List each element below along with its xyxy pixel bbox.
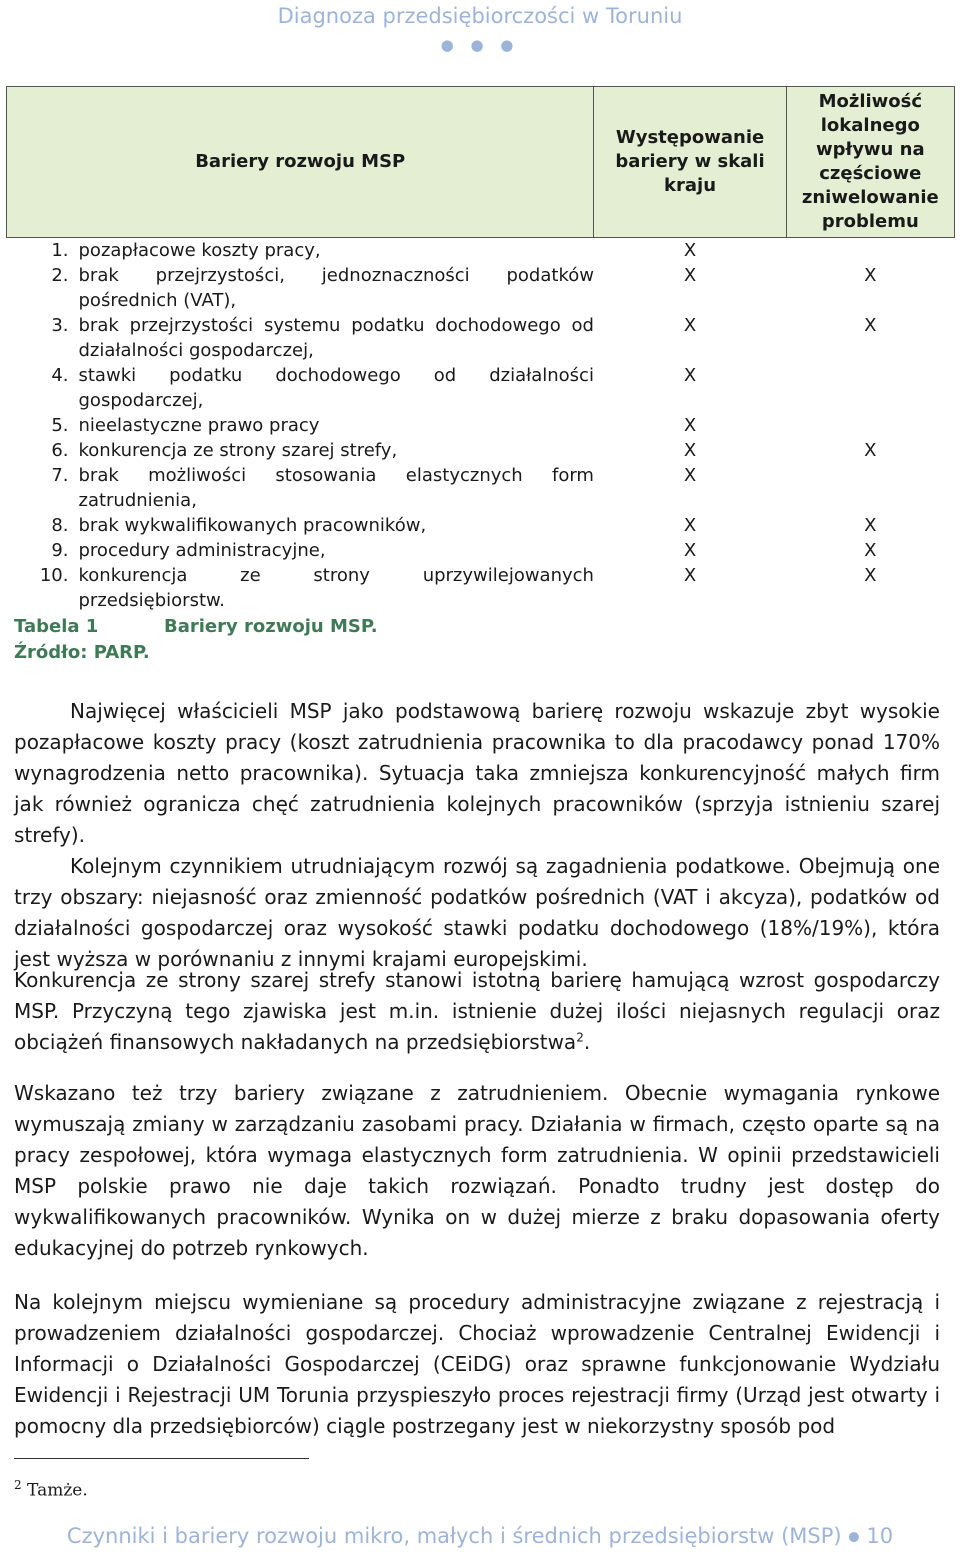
table-row-continuation [7, 288, 955, 313]
body-paragraph-4: Wskazano też trzy bariery związane z zatrudnieniem. Obecnie wymagania rynkowe wymuszają zmiany w zarządzaniu zasobami pracy. Działania w firmach, często oparte są na pracy zespołowej, która wymaga elastycznych form zatrudnienia. W opinii przedstawicieli MSP polskie prawo nie daje takich rozwiązań. Ponadto trudny jest dostęp do wykwalifikowanych pracowników. Wynika on w dużej mierze z braku dopasowania oferty edukacyjnej do potrzeb rynkowych. [14, 1081, 940, 1260]
local-mark [786, 463, 954, 488]
local-mark: X [864, 515, 877, 536]
local-mark [786, 588, 954, 613]
table-row [7, 263, 955, 288]
running-header-title: Diagnoza przedsiębiorczości w Toruniu [277, 4, 683, 28]
table-row [7, 438, 955, 463]
barrier-cell [7, 263, 594, 288]
barrier-cell [7, 563, 594, 588]
barrier-number: 2. [51, 265, 69, 286]
table-row [7, 313, 955, 338]
barrier-number [7, 388, 79, 413]
footer-bullet: ● [848, 1529, 860, 1545]
barrier-cell [7, 488, 594, 513]
caption-source: Źródło: PARP. [14, 642, 150, 663]
body-paragraph-2: Kolejnym czynnikiem utrudniającym rozwój są zagadnienia podatkowe. Obejmują one trzy obszary: niejasność oraz zmienność podatków pośrednich (VAT i akcyza), podatków od działalności gospodarczej oraz wysokość stawki podatku dochodowego (18%/19%), która jest wyższa w porównaniu z innymi krajami europejskimi. [14, 854, 940, 971]
barrier-number [7, 588, 79, 613]
local-mark [786, 488, 954, 513]
national-mark: X [683, 365, 697, 386]
barrier-text: brak możliwości stosowania elastycznych form [78, 465, 594, 486]
barrier-cell [7, 538, 594, 563]
national-mark: X [683, 540, 697, 561]
barrier-text: przedsiębiorstw. [78, 590, 225, 611]
footnote [14, 1478, 88, 1501]
header-national [594, 87, 786, 238]
barrier-text: gospodarczej, [78, 390, 204, 411]
barrier-cell [7, 463, 594, 488]
local-mark [786, 238, 954, 264]
barrier-text: pozapłacowe koszty pracy, [78, 240, 321, 261]
caption-label: Tabela 1 [14, 616, 99, 637]
national-mark: X [683, 315, 697, 336]
local-mark: X [864, 265, 877, 286]
table-row [7, 363, 955, 388]
body-paragraph-5-block [14, 1287, 940, 1442]
national-mark: X [683, 465, 697, 486]
footnote-number: 2 [14, 1478, 22, 1492]
barrier-cell [7, 388, 594, 413]
running-footer [0, 1524, 960, 1548]
footnote-ref[interactable]: 2 [576, 1030, 584, 1045]
local-mark: X [864, 315, 877, 336]
body-paragraph-4-block [14, 1078, 940, 1264]
barrier-text: działalności gospodarczej, [78, 340, 314, 361]
barrier-text: nieelastyczne prawo pracy [78, 415, 320, 436]
caption-title: Bariery rozwoju MSP. [164, 616, 378, 637]
barrier-number: 5. [51, 415, 69, 436]
barrier-number [7, 488, 79, 513]
national-mark [594, 338, 786, 363]
barrier-text: brak przejrzystości, jednoznaczności podatków [78, 265, 594, 286]
table-row [7, 513, 955, 538]
table-row [7, 538, 955, 563]
header-barrier-label: Bariery rozwoju MSP [195, 151, 406, 172]
national-mark: X [683, 265, 697, 286]
footnote-text: Tamże. [27, 1480, 88, 1501]
barrier-number: 9. [51, 540, 69, 561]
footer-title: Czynniki i bariery rozwoju mikro, małych i średnich przedsiębiorstw (MSP) [66, 1524, 842, 1548]
national-mark: X [683, 240, 697, 261]
national-mark: X [683, 415, 697, 436]
header-national-label: Występowanie bariery w skali kraju [615, 127, 765, 196]
table-row [7, 238, 955, 264]
barrier-number: 1. [51, 240, 69, 261]
footer-page-number: 10 [866, 1524, 894, 1548]
barrier-text: brak wykwalifikowanych pracowników, [78, 515, 427, 536]
local-mark: X [864, 440, 877, 461]
barriers-table [6, 86, 955, 613]
table-row-continuation [7, 388, 955, 413]
barrier-number [7, 338, 79, 363]
header-barrier [7, 87, 594, 238]
table-header-row [7, 87, 955, 238]
barrier-cell [7, 313, 594, 338]
table-body [7, 238, 955, 614]
table-row [7, 463, 955, 488]
barrier-text: stawki podatku dochodowego od działalności [78, 365, 594, 386]
local-mark: X [864, 540, 877, 561]
barrier-cell [7, 513, 594, 538]
barrier-text: konkurencja ze strony szarej strefy, [78, 440, 398, 461]
barrier-text: brak przejrzystości systemu podatku dochodowego od [78, 315, 594, 336]
barrier-number [7, 288, 79, 313]
local-mark: X [864, 565, 877, 586]
header-dots-ornament: ● ● ● [440, 36, 520, 54]
footnote-divider [14, 1458, 309, 1459]
local-mark [786, 413, 954, 438]
body-paragraph-3 [14, 965, 940, 1058]
barrier-cell [7, 413, 594, 438]
table-row-continuation [7, 488, 955, 513]
barrier-cell [7, 588, 594, 613]
local-mark [786, 388, 954, 413]
barrier-cell [7, 238, 594, 264]
local-mark [786, 288, 954, 313]
national-mark [594, 388, 786, 413]
barrier-cell [7, 338, 594, 363]
national-mark: X [683, 440, 697, 461]
barrier-cell [7, 363, 594, 388]
header-local [786, 87, 954, 238]
national-mark: X [683, 565, 697, 586]
barrier-number: 7. [51, 465, 69, 486]
table-row-continuation [7, 588, 955, 613]
barrier-number: 3. [51, 315, 69, 336]
barrier-number: 10. [39, 565, 69, 586]
national-mark [594, 488, 786, 513]
barrier-text: pośrednich (VAT), [78, 290, 237, 311]
barrier-cell [7, 288, 594, 313]
table-caption [14, 614, 378, 666]
barrier-number: 8. [51, 515, 69, 536]
body-paragraph-3-text: Konkurencja ze strony szarej strefy stanowi istotną barierę hamującą wzrost gospodarczy MSP. Przyczyną tego zjawiska jest m.in. istnienie dużej ilości niejasnych regulacji oraz obciążeń finansowych nakładanych na przedsiębiorstwa [14, 968, 940, 1054]
table-row-continuation [7, 338, 955, 363]
national-mark [594, 588, 786, 613]
barrier-text: konkurencja ze strony uprzywilejowanych [78, 565, 594, 586]
barrier-cell [7, 438, 594, 463]
barrier-number: 6. [51, 440, 69, 461]
barrier-text: zatrudnienia, [78, 490, 197, 511]
header-local-label: Możliwość lokalnego wpływu na częściowe zniwelowanie problemu [801, 91, 939, 232]
national-mark: X [683, 515, 697, 536]
body-paragraph-1: Najwięcej właścicieli MSP jako podstawową barierę rozwoju wskazuje zbyt wysokie pozapłacowe koszty pracy (koszt zatrudnienia pracownika to dla pracodawcy ponad 170% wynagrodzenia netto pracownika). Sytuacja taka zmniejsza konkurencyjność małych firm jak również ogranicza chęć zatrudnienia kolejnych pracowników (sprzyja istnieniu szarej strefy). [14, 699, 940, 847]
table-row [7, 563, 955, 588]
body-paragraph-3-block [14, 965, 940, 1058]
barrier-text: procedury administracyjne, [78, 540, 326, 561]
body-paragraph-1-block [14, 696, 940, 975]
local-mark [786, 363, 954, 388]
body-paragraph-3-end: . [583, 1030, 591, 1054]
local-mark [786, 338, 954, 363]
barrier-number: 4. [51, 365, 69, 386]
table-row [7, 413, 955, 438]
body-paragraph-5: Na kolejnym miejscu wymieniane są procedury administracyjne związane z rejestracją i prowadzeniem działalności gospodarczej. Chociaż wprowadzenie Centralnej Ewidencji i Informacji o Działalności Gospodarczej (CEiDG) oraz sprawne funkcjonowanie Wydziału Ewidencji i Rejestracji UM Torunia przyspieszyło proces rejestracji firmy (Urząd jest otwarty i pomocny dla przedsiębiorców) ciągle postrzegany jest w niekorzystny sposób pod [14, 1290, 940, 1438]
national-mark [594, 288, 786, 313]
